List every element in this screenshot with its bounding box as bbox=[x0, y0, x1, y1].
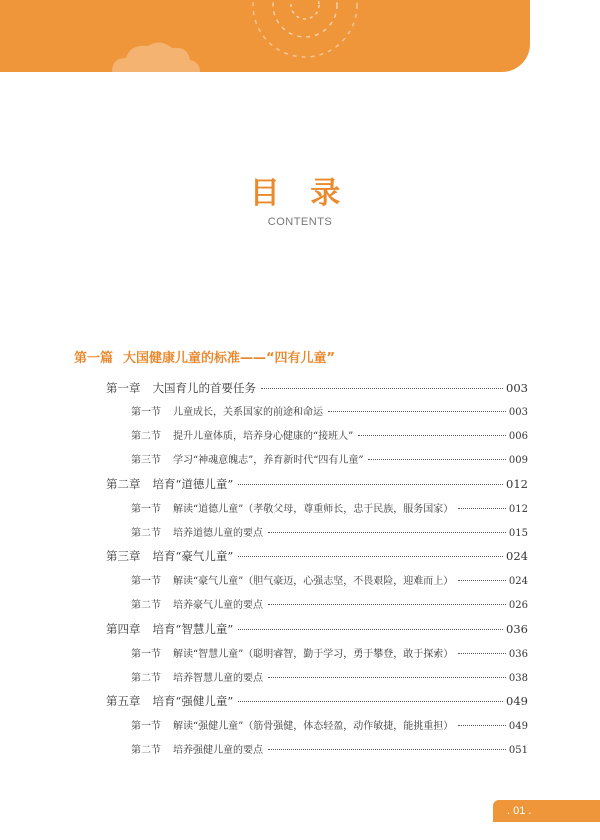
toc-page-number: 012 bbox=[506, 477, 528, 491]
toc-chapter-row[interactable] bbox=[106, 476, 528, 492]
toc-entry-number: 第一节 bbox=[131, 649, 161, 660]
toc-page-number: 012 bbox=[508, 504, 528, 515]
toc-entry-title: 培养强健儿童的要点 bbox=[173, 745, 263, 756]
dot-leader bbox=[328, 411, 506, 412]
toc-entry-number: 第三节 bbox=[131, 455, 161, 466]
dot-leader bbox=[238, 556, 503, 557]
toc-entry-title: 培养豪气儿童的要点 bbox=[173, 600, 263, 611]
dot-leader bbox=[261, 388, 503, 389]
toc-page-number: 024 bbox=[506, 549, 528, 563]
part-heading bbox=[74, 347, 335, 366]
toc-section-row[interactable] bbox=[131, 524, 528, 539]
toc-entry-title: 培育“道德儿童” bbox=[152, 477, 234, 491]
toc-page-number: 049 bbox=[506, 694, 528, 708]
dot-leader bbox=[268, 604, 506, 605]
dot-leader bbox=[458, 580, 506, 581]
toc-entry-title: 大国育儿的首要任务 bbox=[152, 381, 256, 395]
toc-chapter-row[interactable] bbox=[106, 548, 528, 564]
toc-entry-number: 第二节 bbox=[131, 528, 161, 539]
toc-entry-title: 解读“道德儿童”（孝敬父母，尊重师长，忠于民族，服务国家） bbox=[173, 504, 454, 515]
dot-leader bbox=[238, 701, 503, 702]
toc-page-number: 026 bbox=[508, 600, 528, 611]
toc-section-row[interactable] bbox=[131, 645, 528, 660]
toc-page-number: 036 bbox=[508, 649, 528, 660]
toc-section-row[interactable] bbox=[131, 717, 528, 732]
toc-entry-title: 学习“神魂意魄志”，养育新时代“四有儿童” bbox=[173, 455, 364, 466]
toc-entry-number: 第一节 bbox=[131, 576, 161, 587]
toc-page-number: 038 bbox=[508, 673, 528, 684]
toc-section-row[interactable] bbox=[131, 500, 528, 515]
toc-page-number: 051 bbox=[508, 745, 528, 756]
toc-section-row[interactable] bbox=[131, 741, 528, 756]
page-subtitle: CONTENTS bbox=[267, 216, 333, 228]
toc-page-number: 036 bbox=[506, 622, 528, 636]
toc-chapter-row[interactable] bbox=[106, 621, 528, 637]
toc-entry-number: 第一节 bbox=[131, 407, 161, 418]
page-number: . 01 . bbox=[493, 800, 600, 822]
dot-leader bbox=[238, 629, 503, 630]
toc-entry-number: 第二章 bbox=[106, 477, 141, 491]
toc-entry-number: 第二节 bbox=[131, 600, 161, 611]
toc-entry-number: 第五章 bbox=[106, 694, 141, 708]
toc-section-row[interactable] bbox=[131, 669, 528, 684]
toc-entry-number: 第二节 bbox=[131, 673, 161, 684]
toc-chapter-row[interactable] bbox=[106, 380, 528, 396]
toc-page-number: 009 bbox=[508, 455, 528, 466]
dot-leader bbox=[458, 508, 506, 509]
dot-leader bbox=[358, 435, 506, 436]
dot-leader bbox=[268, 677, 506, 678]
toc-entry-title: 培育“豪气儿童” bbox=[152, 549, 234, 563]
toc-entry-title: 培育“强健儿童” bbox=[152, 694, 234, 708]
toc-page-number: 006 bbox=[508, 431, 528, 442]
toc-entry-number: 第二节 bbox=[131, 745, 161, 756]
dot-leader bbox=[268, 532, 506, 533]
toc-entry-number: 第一节 bbox=[131, 504, 161, 515]
dot-leader bbox=[458, 725, 506, 726]
toc-entry-title: 培育“智慧儿童” bbox=[152, 622, 234, 636]
cloud-icon bbox=[112, 42, 200, 72]
toc-entry-title: 解读“智慧儿童”（聪明睿智，勤于学习，勇于攀登，敢于探索） bbox=[173, 649, 454, 660]
toc-page-number: 003 bbox=[508, 407, 528, 418]
toc-entry-number: 第四章 bbox=[106, 622, 141, 636]
dot-leader bbox=[238, 484, 503, 485]
toc-entry-title: 提升儿童体质，培养身心健康的“接班人” bbox=[173, 431, 354, 442]
toc-entry-title: 培养智慧儿童的要点 bbox=[173, 673, 263, 684]
toc-section-row[interactable] bbox=[131, 451, 528, 466]
part-number: 第一篇 bbox=[74, 351, 114, 366]
toc-entry-title: 儿童成长，关系国家的前途和命运 bbox=[173, 407, 323, 418]
toc-entry-number: 第三章 bbox=[106, 549, 141, 563]
toc-entry-title: 解读“豪气儿童”（胆气豪迈，心强志坚，不畏艰险，迎难而上） bbox=[173, 576, 454, 587]
toc-page-number: 015 bbox=[508, 528, 528, 539]
dot-leader bbox=[368, 459, 505, 460]
toc-page-number: 049 bbox=[508, 721, 528, 732]
toc-section-row[interactable] bbox=[131, 403, 528, 418]
toc-section-row[interactable] bbox=[131, 596, 528, 611]
decorative-circles-icon bbox=[0, 0, 530, 72]
toc-entry-number: 第一章 bbox=[106, 381, 141, 395]
part-title: 大国健康儿童的标准——“四有儿童” bbox=[123, 351, 336, 366]
title-block bbox=[0, 168, 600, 228]
toc-section-row[interactable] bbox=[131, 572, 528, 587]
toc-entry-number: 第二节 bbox=[131, 431, 161, 442]
toc-page-number: 024 bbox=[508, 576, 528, 587]
toc-chapter-row[interactable] bbox=[106, 693, 528, 709]
dot-leader bbox=[458, 653, 506, 654]
page-title: 目 录 bbox=[249, 176, 351, 211]
toc-entry-title: 培养道德儿童的要点 bbox=[173, 528, 263, 539]
toc-entry-number: 第一节 bbox=[131, 721, 161, 732]
toc-section-row[interactable] bbox=[131, 427, 528, 442]
toc-entry-title: 解读“强健儿童”（筋骨强健，体态轻盈，动作敏捷，能挑重担） bbox=[173, 721, 454, 732]
toc-page-number: 003 bbox=[506, 381, 528, 395]
dot-leader bbox=[268, 749, 506, 750]
header-band bbox=[0, 0, 530, 72]
